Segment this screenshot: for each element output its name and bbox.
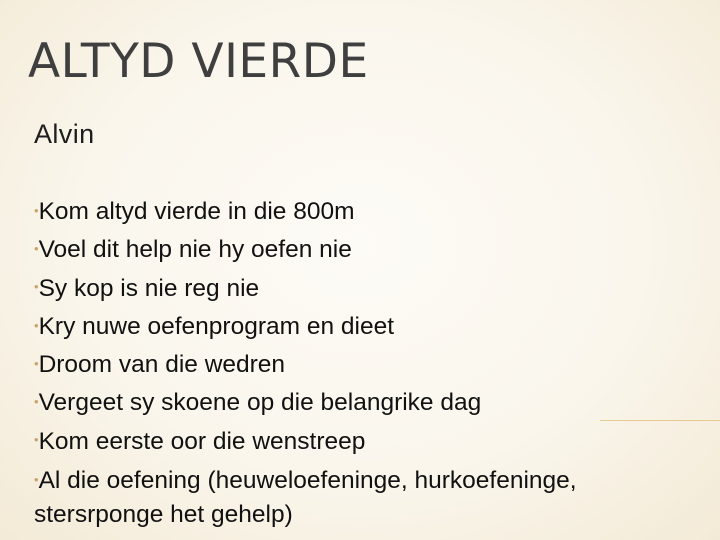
bullet-icon: • [34,432,39,448]
list-item [34,346,634,384]
slide-subtitle: Alvin [34,119,95,149]
bullet-icon: • [34,202,39,218]
list-item [34,464,634,531]
list-item [34,193,634,231]
bullet-text: Kry nuwe oefenprogram en dieet [38,312,395,340]
list-item [34,384,634,422]
bullet-text: Droom van die wedren [38,351,286,379]
bullet-text: Vergeet sy skoene op die belangrike dag [38,389,482,417]
list-item [34,308,634,346]
bullet-text: Voel dit help nie hy oefen nie [38,236,352,264]
bullet-icon: • [34,241,39,257]
bullet-icon: • [34,472,39,487]
bullet-icon: • [34,355,39,371]
decorative-divider [600,420,720,421]
list-item [34,231,634,269]
slide-title: ALTYD VIERDE [28,34,369,89]
bullet-text: Kom altyd vierde in die 800m [38,198,355,225]
bullet-list [34,193,634,531]
bullet-icon: • [34,394,39,410]
bullet-text: Kom eerste oor die wenstreep [38,427,366,455]
bullet-icon: • [34,279,39,295]
list-item [34,270,634,308]
list-item [34,423,634,461]
bullet-text: Al die oefening (heuweloefeninge, hurkoefeninge, stersrponge het gehelp) [34,466,577,528]
bullet-text: Sy kop is nie reg nie [38,274,260,302]
bullet-icon: • [34,317,39,333]
